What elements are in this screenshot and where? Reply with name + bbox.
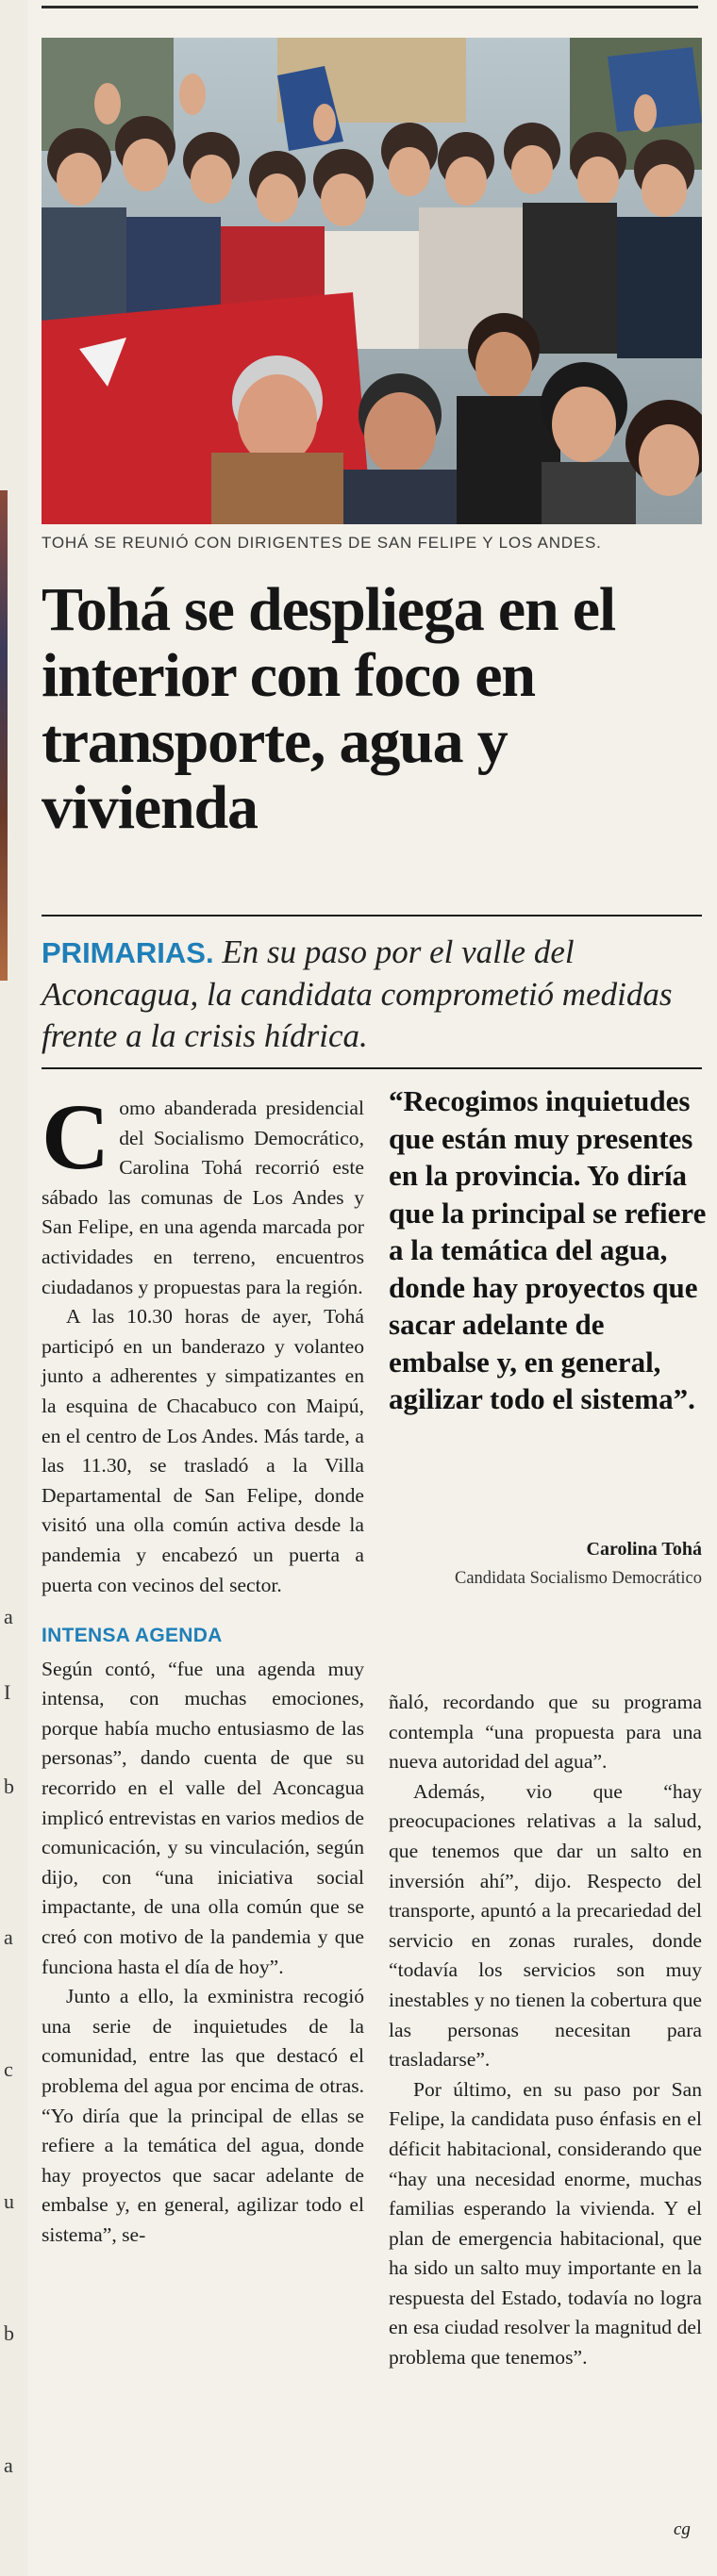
drop-cap: C: [42, 1084, 110, 1189]
pull-quote-name: Carolina Tohá: [586, 1539, 702, 1560]
paragraph: Por último, en su paso por San Felipe, la candidata puso énfasis en el déficit habitacional, considerando que “hay una necesidad enorme, muchas familias esperando la vivienda. Y el plan de emergencia habitacional, que ha sido un salto muy importante en la respuesta del Estado, todavía no logra en esa ciudad resolver la magnitud del problema que tenemos”.: [389, 2077, 702, 2370]
margin-fragment: u: [4, 2189, 14, 2213]
photo-caption: TOHÁ SE REUNIÓ CON DIRIGENTES DE SAN FELIPE Y LOS ANDES.: [42, 534, 602, 552]
adjacent-photo-edge: [0, 490, 8, 981]
body-column-right: [389, 1688, 702, 2373]
margin-fragment: a: [4, 1605, 13, 1628]
margin-fragment: a: [4, 1925, 13, 1949]
paragraph: A las 10.30 horas de ayer, Tohá participó en un banderazo y volanteo junto a adherentes y simpatizantes en la esquina de Chacabuco con Maipú, en el centro de Los Andes. Más tarde, a las 11.30, se trasladó a la Villa Departamental de San Felipe, donde visitó una olla común activa desde la pandemia y encabezó un puerta a puerta con vecinos del sector.: [42, 1305, 364, 1596]
paragraph: Junto a ello, la exministra recogió una serie de inquietudes de la comunidad, entre las que destacó el problema del agua por encima de otras. “Yo diría que la principal de ellas se refiere a la temática del agua, donde hay proyectos que sacar adelante de embalse y, en general, agilizar todo el sistema”, se-: [42, 1985, 364, 2246]
adjacent-column-strip: [0, 0, 28, 2576]
pull-quote: “Recogimos inquietudes que están muy presentes en la provincia. Yo diría que la principal se refiere a la temática del agua, donde hay proyectos que sacar adelante de embalse y, en general, agilizar todo el sistema”.: [389, 1084, 707, 1415]
margin-fragment: c: [4, 2057, 13, 2081]
margin-fragment: b: [4, 2321, 14, 2345]
section-kicker: PRIMARIAS.: [42, 936, 214, 969]
body-column-left: [42, 1084, 364, 2251]
group-photo-illustration: [42, 38, 702, 524]
group-photo: [42, 38, 702, 524]
margin-fragment: a: [4, 2453, 13, 2477]
lead-paragraph: [42, 932, 702, 1057]
pull-quote-role: Candidata Socialismo Democrático: [454, 1569, 702, 1588]
paragraph: ñaló, recordando que su programa contempla “una propuesta para una nueva autoridad del agua”.: [389, 1691, 702, 1774]
end-mark: cg: [674, 2519, 691, 2539]
top-rule: [42, 6, 698, 8]
headline: Tohá se despliega en el interior con foco en transporte, agua y vivienda: [42, 575, 616, 842]
paragraph: Según contó, “fue una agenda muy intensa, con muchas emociones, porque había mucho entusiasmo de las personas”, dando cuenta de que su recorrido en el valle del Aconcagua implicó entrevistas en varios medios de comunicación, y su vinculación, según dijo, con “una iniciativa social impactante, de una olla común que se creó con motivo de la pandemia y que funciona hasta el día de hoy”.: [42, 1657, 364, 1978]
paragraph: Además, vio que “hay preocupaciones relativas a la salud, que tenemos que dar un salto en inversión ahí”, dijo. Respecto del transporte, apuntó a la precariedad del servicio en zonas rurales, donde “todavía los servicios son muy inestables y no tienen la cobertura que las personas necesitan para trasladarse”.: [389, 1779, 702, 2072]
lead-bottom-rule: [42, 1067, 702, 1069]
paragraph-intro: [42, 1084, 364, 1302]
section-subhead: INTENSA AGENDA: [42, 1625, 223, 1647]
lead-top-rule: [42, 915, 702, 916]
margin-fragment: I: [4, 1680, 11, 1704]
lead-text: En su paso por el valle del Aconcagua, la candidata comprometió medidas frente a la crisis hídrica.: [42, 933, 673, 1054]
paragraph-intro-text: omo abanderada presidencial del Socialismo Democrático, Carolina Tohá recorrió este sábado las comunas de Los Andes y San Felipe, en una agenda marcada por actividades en terreno, encuentros ciudadanos y propuestas para la región.: [42, 1097, 364, 1298]
margin-fragment: b: [4, 1775, 14, 1798]
